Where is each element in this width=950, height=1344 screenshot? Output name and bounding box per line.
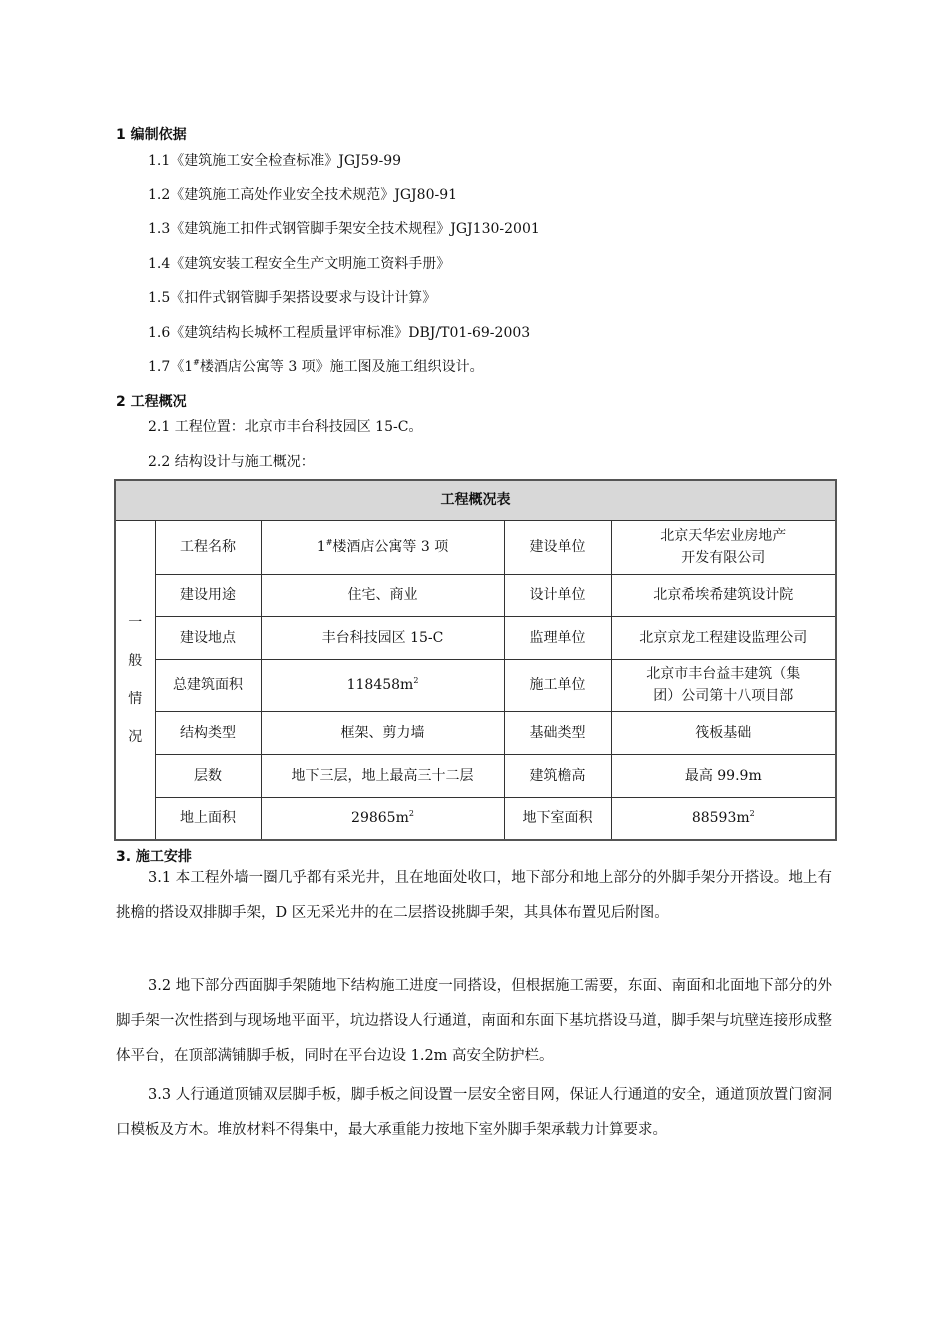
paragraph-3-2: 3.2 地下部分西面脚手架随地下结构施工进度一同搭设，但根据施工需要，东面、南面和北面地下部分的外脚手架一次性搭到与现场地平面平，坑边搭设人行通道，南面和东面下基坑搭设马道，脚手架与坑壁连接形成整体平台，在顶部满铺脚手板，同时在平台边设 1.2m 高安全防护栏。 (116, 978, 832, 1064)
label-structure-type: 结构类型 (155, 711, 261, 754)
reference-item: 1.5《扣件式钢管脚手架搭设要求与设计计算》 (148, 290, 437, 306)
value-designer: 北京希埃希建筑设计院 (611, 574, 836, 616)
paragraph-3-1: 3.1 本工程外墙一圈几乎都有采光井，且在地面处收口，地下部分和地上部分的外脚手架分开搭设。地上有挑檐的搭设双排脚手架，D 区无采光井的在二层搭设挑脚手架，其具体布置见后附图。 (116, 870, 832, 921)
label-designer: 设计单位 (504, 574, 611, 616)
label-supervisor: 监理单位 (504, 616, 611, 659)
structure-heading: 2.2 结构设计与施工概况： (148, 454, 315, 470)
section2-heading: 2 工程概况 (116, 394, 187, 410)
section3-heading: 3. 施工安排 (116, 849, 192, 865)
value-foundation-type: 筏板基础 (611, 711, 836, 754)
paragraph-3-3: 3.3 人行通道顶铺双层脚手板，脚手板之间设置一层安全密目网，保证人行通道的安全，通道顶放置门窗洞口模板及方木。堆放材料不得集中，最大承重能力按地下室外脚手架承载力计算要求。 (116, 1087, 832, 1138)
value-usage: 住宅、商业 (261, 574, 504, 616)
table-title: 工程概况表 (115, 480, 836, 520)
value-contractor: 北京市丰台益丰建筑（集 团）公司第十八项目部 (611, 659, 836, 711)
label-site: 建设地点 (155, 616, 261, 659)
label-developer: 建设单位 (504, 520, 611, 574)
value-project-name: 1#楼酒店公寓等 3 项 (261, 520, 504, 574)
value-floors: 地下三层，地上最高三十二层 (261, 754, 504, 797)
label-eave-height: 建筑檐高 (504, 754, 611, 797)
label-contractor: 施工单位 (504, 659, 611, 711)
value-supervisor: 北京京龙工程建设监理公司 (611, 616, 836, 659)
category-label: 一 般 情 况 (115, 520, 155, 840)
label-floors: 层数 (155, 754, 261, 797)
section1-heading: 1 编制依据 (116, 127, 187, 143)
label-usage: 建设用途 (155, 574, 261, 616)
label-total-area: 总建筑面积 (155, 659, 261, 711)
reference-item: 1.3《建筑施工扣件式钢管脚手架安全技术规程》JGJ130-2001 (148, 221, 540, 237)
reference-item: 1.1《建筑施工安全检查标准》JGJ59-99 (148, 153, 402, 169)
label-foundation-type: 基础类型 (504, 711, 611, 754)
label-basement-area: 地下室面积 (504, 797, 611, 840)
value-basement-area: $88593m^2$ (611, 797, 836, 840)
label-project-name: 工程名称 (155, 520, 261, 574)
label-above-ground-area: 地上面积 (155, 797, 261, 840)
reference-item: 1.4《建筑安装工程安全生产文明施工资料手册》 (148, 256, 451, 272)
value-total-area: $118458m^2$ (261, 659, 504, 711)
reference-item: 1.7《1#楼酒店公寓等 3 项》施工图及施工组织设计。 (148, 358, 484, 375)
value-structure-type: 框架、剪力墙 (261, 711, 504, 754)
value-eave-height: 最高 99.9m (611, 754, 836, 797)
project-overview-table (114, 479, 837, 841)
reference-item: 1.2《建筑施工高处作业安全技术规范》JGJ80-91 (148, 187, 458, 203)
value-site: 丰台科技园区 15-C (261, 616, 504, 659)
project-location: 2.1 工程位置：北京市丰台科技园区 15-C。 (148, 419, 423, 435)
value-above-ground-area: $29865m^2$ (261, 797, 504, 840)
value-developer: 北京天华宏业房地产 开发有限公司 (611, 520, 836, 574)
reference-item: 1.6《建筑结构长城杯工程质量评审标准》DBJ/T01-69-2003 (148, 325, 531, 341)
